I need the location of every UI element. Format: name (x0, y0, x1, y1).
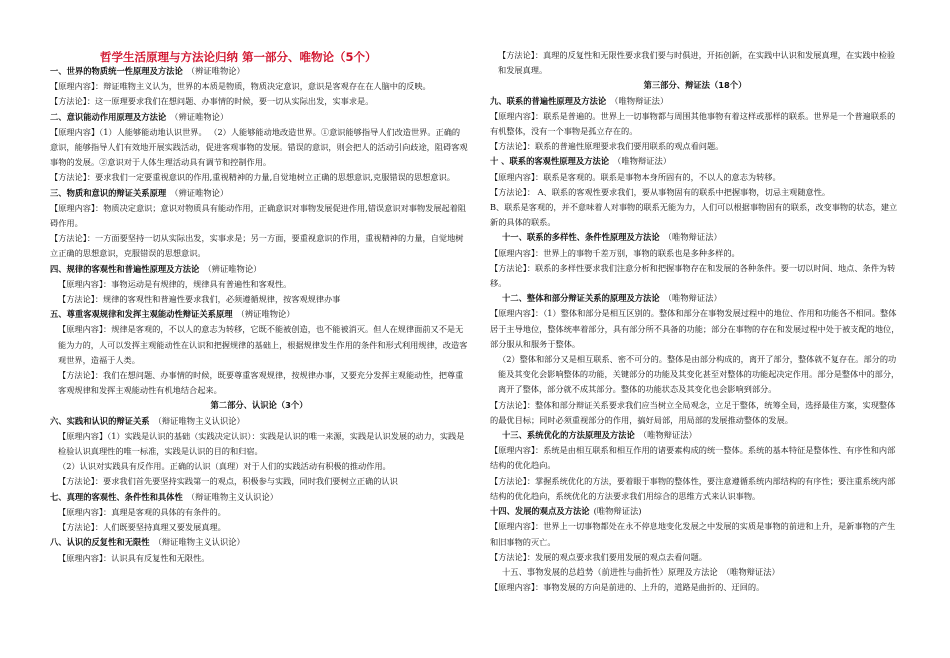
section-heading-text: 一、世界的物质统一性原理及方法论 (50, 66, 183, 76)
section-heading-tag: （唯物辩证法） (610, 95, 669, 106)
section-heading (50, 307, 468, 322)
paragraph: 【方法论】：我们在想问题、办事情的时候，既要尊重客观规律，按规律办事，又要充分发挥主观能动性，把尊重客观规律和发挥主观能动性有机地结合起来。 (58, 370, 464, 396)
paragraph: 【方法论】：一方面要坚持一切从实际出发，实事求是；另一方面，要重视意识的作用，重视精神的力量，自觉地树立正确的思想意识，克服错误的思想意识。 (50, 233, 464, 259)
section-heading-tag: （辨证唯物论） (236, 309, 295, 320)
section-heading-tag: （辩证唯物主义认识论） (153, 537, 245, 548)
part-heading: 第三部分、辩证法（18个） (643, 80, 747, 91)
section-heading (50, 490, 468, 505)
right-column-content (490, 48, 900, 595)
section-heading (490, 291, 900, 306)
section-heading (50, 262, 468, 277)
paragraph: （2）认识对实践具有反作用。正确的认识（真理）对于人们的实践活动有积极的推动作用。 (58, 461, 391, 472)
section-heading-tag: （辨证唯物论） (186, 66, 245, 76)
section-heading-text: 八、认识的反复性和无限性 (50, 537, 150, 548)
paragraph: 【原理内容】：世界上一切事物都处在永不停息地变化发展之中发展的实质是事物的前进和上升，是新事物的产生和旧事物的灭亡。 (490, 521, 896, 547)
paragraph: 【方法论】： A、联系的客观性要求我们，要从事物固有的联系中把握事物，切忌主观随意性。 (490, 186, 831, 197)
section-heading-text: 七、真理的客观性、条件性和具体性 (50, 491, 183, 502)
section-heading-tag: （辩证唯物主义认识论） (153, 415, 245, 426)
paragraph: 【方法论】：这一原理要求我们在想问题、办事情的时候，要一切从实际出发，实事求是。 (50, 96, 374, 107)
section-heading (50, 186, 468, 201)
paragraph: 【方法论】：要求我们首先要坚持实践第一的观点，积极参与实践，同时我们要树立正确的认识 (58, 476, 398, 487)
paragraph: 【原理内容】：认识具有反复性和无限性。 (58, 552, 210, 563)
section-heading-text: 三、物质和意识的辩证关系原理 (50, 187, 167, 198)
section-heading-text: 六、实践和认识的辩证关系 (50, 415, 150, 426)
paragraph: 【原理内容】：事物发展的方向是前进的、上升的，道路是曲折的、迂回的。 (490, 582, 765, 593)
section-heading (490, 94, 900, 109)
section-heading-text: 十二、整体和部分辩证关系的原理及方法论 (502, 293, 660, 304)
section-heading-tag: (唯物辩证法) (593, 506, 642, 517)
right-column (490, 48, 900, 595)
paragraph: 【方法论】：整体和部分辩证关系要求我们应当树立全局观念，立足于整体，统筹全局，选择最佳方案，实现整体的最优目标；同时必须重视部分的作用，搞好局部，用局部的发展推动整体的发展。 (490, 399, 896, 425)
paragraph: 【方法论】：真理的反复性和无限性要求我们要与时俱进，开拓创新，在实践中认识和发展真理，在实践中检验和发展真理。 (498, 50, 896, 76)
section-heading-tag: （唯物辩证法） (613, 156, 672, 167)
paragraph: 【原理内容】：世界上的事物千差万别，事物的联系也是多种多样的。 (490, 247, 740, 258)
document-title: 哲学生活原理与方法论归纳 第一部分、唯物论（5个） (100, 50, 377, 64)
section-heading-tag: （辨证唯物论） (170, 187, 229, 198)
section-heading (490, 230, 900, 245)
section-heading-text: 九、联系的普遍性原理及方法论 (490, 95, 607, 106)
section-heading-text: 十一、联系的多样性、条件性原理及方法论 (502, 232, 660, 243)
paragraph: 【原理内容】：联系是普遍的。世界上一切事物都与周围其他事物有着这样或那样的联系。世界是一个普遍联系的有机整体，没有一个事物是孤立存在的。 (490, 110, 896, 137)
section-heading-text: 十 、联系的客观性原理及方法论 (490, 156, 610, 167)
paragraph: 【原理内容】：（1）整体和部分是相互区别的。整体和部分在事物发展过程中的地位、作用和功能各不相同。整体居于主导地位，整体统率着部分，具有部分所不具备的功能；部分在事物的存在和发展过程中处于被支配的地位，部分服从和服务于整体。 (490, 308, 900, 349)
section-heading-text: 四、规律的客观性和普遍性原理及方法论 (50, 263, 200, 274)
paragraph: 【原理内容】：联系是客观的。联系是事物本身所固有的，不以人的意志为转移。 (490, 171, 781, 182)
section-heading-tag: （唯物辩证法） (721, 566, 780, 577)
paragraph: 【原理内容】：辩证唯物主义认为，世界的本质是物质，物质决定意识，意识是客观存在在人脑中的反映。 (50, 81, 431, 92)
paragraph: 【原理内容】：系统是由相互联系和相互作用的诸要素构成的统一整体。系统的基本特征是整体性、有序性和内部结构的优化趋向。 (490, 445, 896, 471)
paragraph: 【方法论】：联系的普遍性原理要求我们要用联系的观点看问题。 (490, 141, 724, 152)
section-heading (50, 110, 468, 125)
section-heading-tag: （唯物辩证法） (663, 293, 722, 304)
paragraph: （2）整体和部分又是相互联系、密不可分的。整体是由部分构成的，离开了部分，整体就不复存在。部分的功能及其变化会影响整体的功能，关键部分的功能及其变化甚至对整体的功能起决定作用。部分是整体中的部分，离开了整体，部分就不成其部分。整体的功能状态及其变化也会影响到部分。 (498, 354, 900, 395)
section-heading (490, 154, 900, 169)
section-heading-text: 十四、发展的观点及方法论 (490, 506, 590, 517)
paragraph: 【方法论】：发展的观点要求我们要用发展的观点去看问题。 (490, 551, 707, 562)
paragraph: 【方法论】：掌握系统优化的方法，要着眼于事物的整体性，要注意遵循系统内部结构的有序性；要注重系统内部结构的优化趋向，系统优化的方法要求我们用综合的思维方式来认识事物。 (490, 475, 896, 501)
section-heading-text: 二、意识能动作用原理及方法论 (50, 111, 167, 122)
paragraph: B、联系是客观的，并不意味着人对事物的联系无能为力，人们可以根据事物固有的联系，改变事物的状态，建立新的具体的联系。 (490, 202, 898, 228)
section-heading-tag: （唯物辩证法） (638, 430, 697, 441)
section-heading-tag: （辨证唯物论） (203, 263, 262, 274)
section-heading-tag: （辨证唯物论） (170, 111, 229, 122)
section-heading (50, 535, 468, 550)
paragraph: 【原理内容】：物质决定意识；意识对物质具有能动作用，正确意识对事物发展促进作用,错误意识对事物发展起着阻碍作用。 (50, 202, 467, 229)
paragraph: 【原理内容】：真理是客观的具体的有条件的。 (58, 506, 226, 517)
section-heading-tag: （辩证唯物主义认识论） (186, 491, 279, 502)
section-heading-text: 五、尊重客观规律和发挥主观能动性辩证关系原理 (50, 309, 233, 320)
paragraph: 【原理内容】（1）人能够能动地认识世界。 （2）人能够能动地改造世界。①意识能够指导人们改造世界。正确的意识，能够指导人们有效地开展实践活动，促进客观事物的发展。错误的意识，则会把人的活动引向歧途，阻碍客观事物的发展。②意识对于人体生理活动具有调节和控制作用。 (50, 126, 468, 168)
section-heading (490, 504, 900, 519)
left-column (50, 48, 468, 566)
paragraph: 【原理内容】：规律是客观的，不以人的意志为转移，它既不能被创造，也不能被消灭。但人在规律面前又不是无能为力的，人可以发挥主观能动性在认识和把握规律的基础上，根据规律发生作用的条件和形式利用规律，改造客观世界，造福于人类。 (58, 324, 468, 365)
paragraph: 【方法论】：联系的多样性要求我们注意分析和把握事物存在和发展的各种条件。要一切以时间、地点、条件为转移。 (490, 262, 896, 289)
paragraph: 【原理内容】：事物运动是有规律的，规律具有普遍性和客观性。 (58, 278, 292, 289)
section-heading (50, 64, 468, 79)
left-column-content (50, 64, 468, 566)
section-heading (490, 428, 900, 443)
part-heading: 第二部分、认识论（3个） (210, 400, 308, 411)
section-heading-tag: （唯物辩证法） (663, 232, 722, 243)
paragraph: 【方法论】：规律的客观性和普遍性要求我们，必须遵循规律，按客观规律办事 (58, 294, 341, 305)
section-heading-text: 十三、系统优化的方法原理及方法论 (502, 430, 635, 441)
section-heading (490, 565, 900, 580)
section-heading (50, 414, 468, 429)
paragraph: 【原理内容】（1）实践是认识的基础（实践决定认识）：实践是认识的唯一来源，实践是认识发展的动力，实践是检验认识真理性的唯一标准，实践是认识的目的和归宿。 (58, 430, 465, 457)
paragraph: 【方法论】：要求我们一定要重视意识的作用,重视精神的力量,自觉地树立正确的思想意识,克服错误的思想意识。 (50, 172, 455, 183)
section-heading-text: 十五、事物发展的总趋势（前进性与曲折性）原理及方法论 (502, 566, 718, 577)
paragraph: 【方法论】：人们既要坚持真理又要发展真理。 (58, 522, 226, 533)
